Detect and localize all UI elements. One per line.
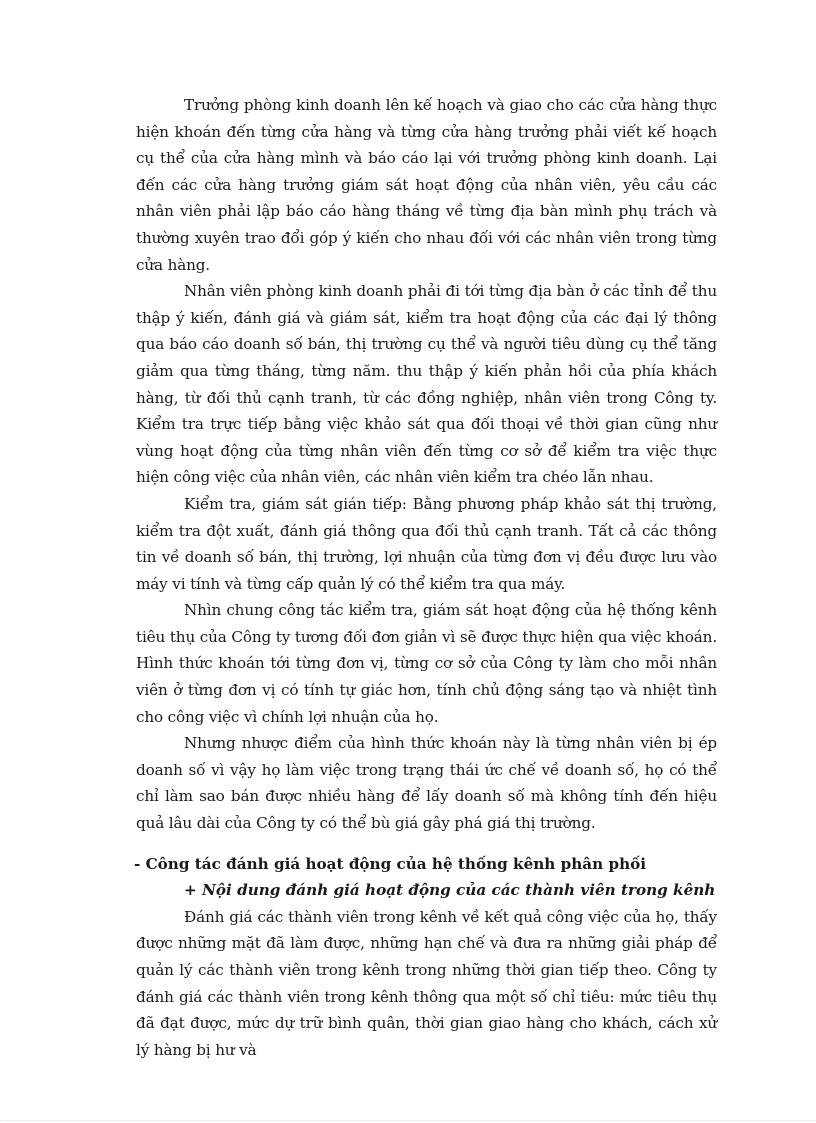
page-bottom-border <box>0 1120 816 1121</box>
document-body <box>136 92 717 1063</box>
paragraph-disadvantages: Nhưng nhược điểm của hình thức khoán này là từng nhân viên bị ép doanh số vì vậy họ làm việc trong trạng thái ức chế về doanh số, họ có thể chỉ làm sao bán được nhiều hàng để lấy doanh số mà không tính đến hiệu quả lâu dài của Công ty có thể bù giá gây phá giá thị trường. <box>136 734 717 833</box>
paragraph-member-evaluation: Đánh giá các thành viên trong kênh về kết quả công việc của họ, thấy được những mặt đã làm được, những hạn chế và đưa ra những giải pháp để quản lý các thành viên trong kênh trong những thời gian tiếp theo. Công ty đánh giá các thành viên trong kênh thông qua một số chỉ tiêu: mức tiêu thụ đã đạt được, mức dự trữ bình quân, thời gian giao hàng cho khách, cách xử lý hàng bị hư và <box>136 907 717 1059</box>
paragraph-sales-staff-monitoring: Nhân viên phòng kinh doanh phải đi tới từng địa bàn ở các tỉnh để thu thập ý kiến, đánh giá và giám sát, kiểm tra hoạt động của các đại lý thông qua báo cáo doanh số bán, thị trường cụ thể và người tiêu dùng cụ thể tăng giảm qua từng tháng, từng năm. thu thập ý kiến phản hồi của phía khách hàng, từ đối thủ cạnh tranh, từ các đồng nghiệp, nhân viên trong Công ty. Kiểm tra trực tiếp bằng việc khảo sát qua đối thoại về thời gian cũng như vùng hoạt động của từng nhân viên đến từng cơ sở để kiểm tra việc thực hiện công việc của nhân viên, các nhân viên kiểm tra chéo lẫn nhau. <box>136 282 717 487</box>
paragraph-general-assessment: Nhìn chung công tác kiểm tra, giám sát hoạt động của hệ thống kênh tiêu thụ của Công ty tương đối đơn giản vì sẽ được thực hiện qua việc khoán. Hình thức khoán tới từng đơn vị, từng cơ sở của Công ty làm cho mỗi nhân viên ở từng đơn vị có tính tự giác hơn, tính chủ động sáng tạo và nhiệt tình cho công việc vì chính lợi nhuận của họ. <box>136 601 717 726</box>
section-subheading: + Nội dung đánh giá hoạt động của các thành viên trong kênh <box>184 881 716 900</box>
paragraph-store-planning: Trưởng phòng kinh doanh lên kế hoạch và giao cho các cửa hàng thực hiện khoán đến từng cửa hàng và từng cửa hàng trưởng phải viết kế hoạch cụ thể của cửa hàng mình và báo cáo lại với trưởng phòng kinh doanh. Lại đến các cửa hàng trưởng giám sát hoạt động của nhân viên, yêu cầu các nhân viên phải lập báo cáo hàng tháng về từng địa bàn mình phụ trách và thường xuyên trao đổi góp ý kiến cho nhau đối với các nhân viên trong từng cửa hàng. <box>136 96 717 274</box>
paragraph-indirect-monitoring: Kiểm tra, giám sát gián tiếp: Bằng phương pháp khảo sát thị trường, kiểm tra đột xuất, đánh giá thông qua đối thủ cạnh tranh. Tất cả các thông tin về doanh số bán, thị trường, lợi nhuận của từng đơn vị đều được lưu vào máy vi tính và từng cấp quản lý có thể kiểm tra qua máy. <box>136 494 717 593</box>
section-heading: - Công tác đánh giá hoạt động của hệ thống kênh phân phối <box>134 854 647 873</box>
